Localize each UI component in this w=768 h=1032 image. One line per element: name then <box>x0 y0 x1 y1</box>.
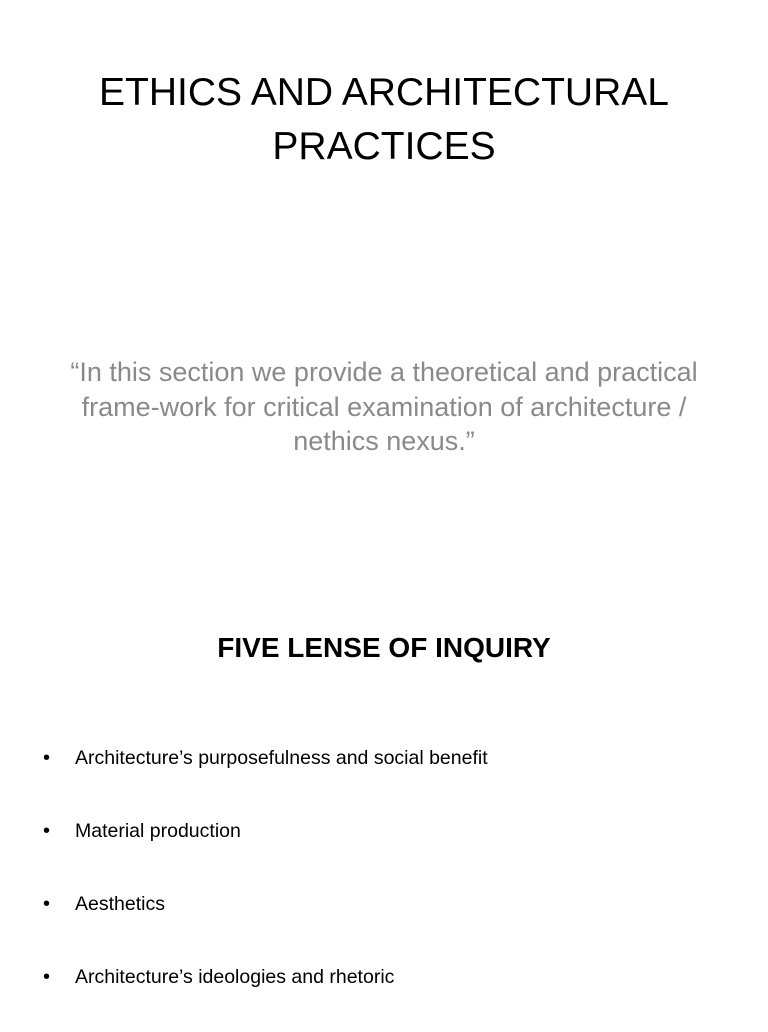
list-item <box>0 886 768 959</box>
list-item-text: Material production <box>75 820 241 842</box>
bullet-icon: • <box>43 966 51 988</box>
list-item-text: Architecture’s ideologies and rhetoric <box>75 966 395 988</box>
section-subheading: FIVE LENSE OF INQUIRY <box>217 632 551 663</box>
list-item <box>0 959 768 1032</box>
bullet-icon: • <box>43 747 51 769</box>
bullet-icon: • <box>43 893 51 915</box>
list-item <box>0 813 768 886</box>
section-quote: “In this section we provide a theoretical and practical frame-work for critical examination of architecture / nethics nexus.” <box>70 357 698 456</box>
slide-title: ETHICS AND ARCHITECTURAL PRACTICES <box>99 71 669 168</box>
list-item-text: Aesthetics <box>75 893 165 915</box>
bullet-icon: • <box>43 820 51 842</box>
list-item <box>0 740 768 813</box>
inquiry-lens-list <box>0 740 768 1032</box>
list-item-text: Architecture’s purposefulness and social benefit <box>75 747 488 769</box>
